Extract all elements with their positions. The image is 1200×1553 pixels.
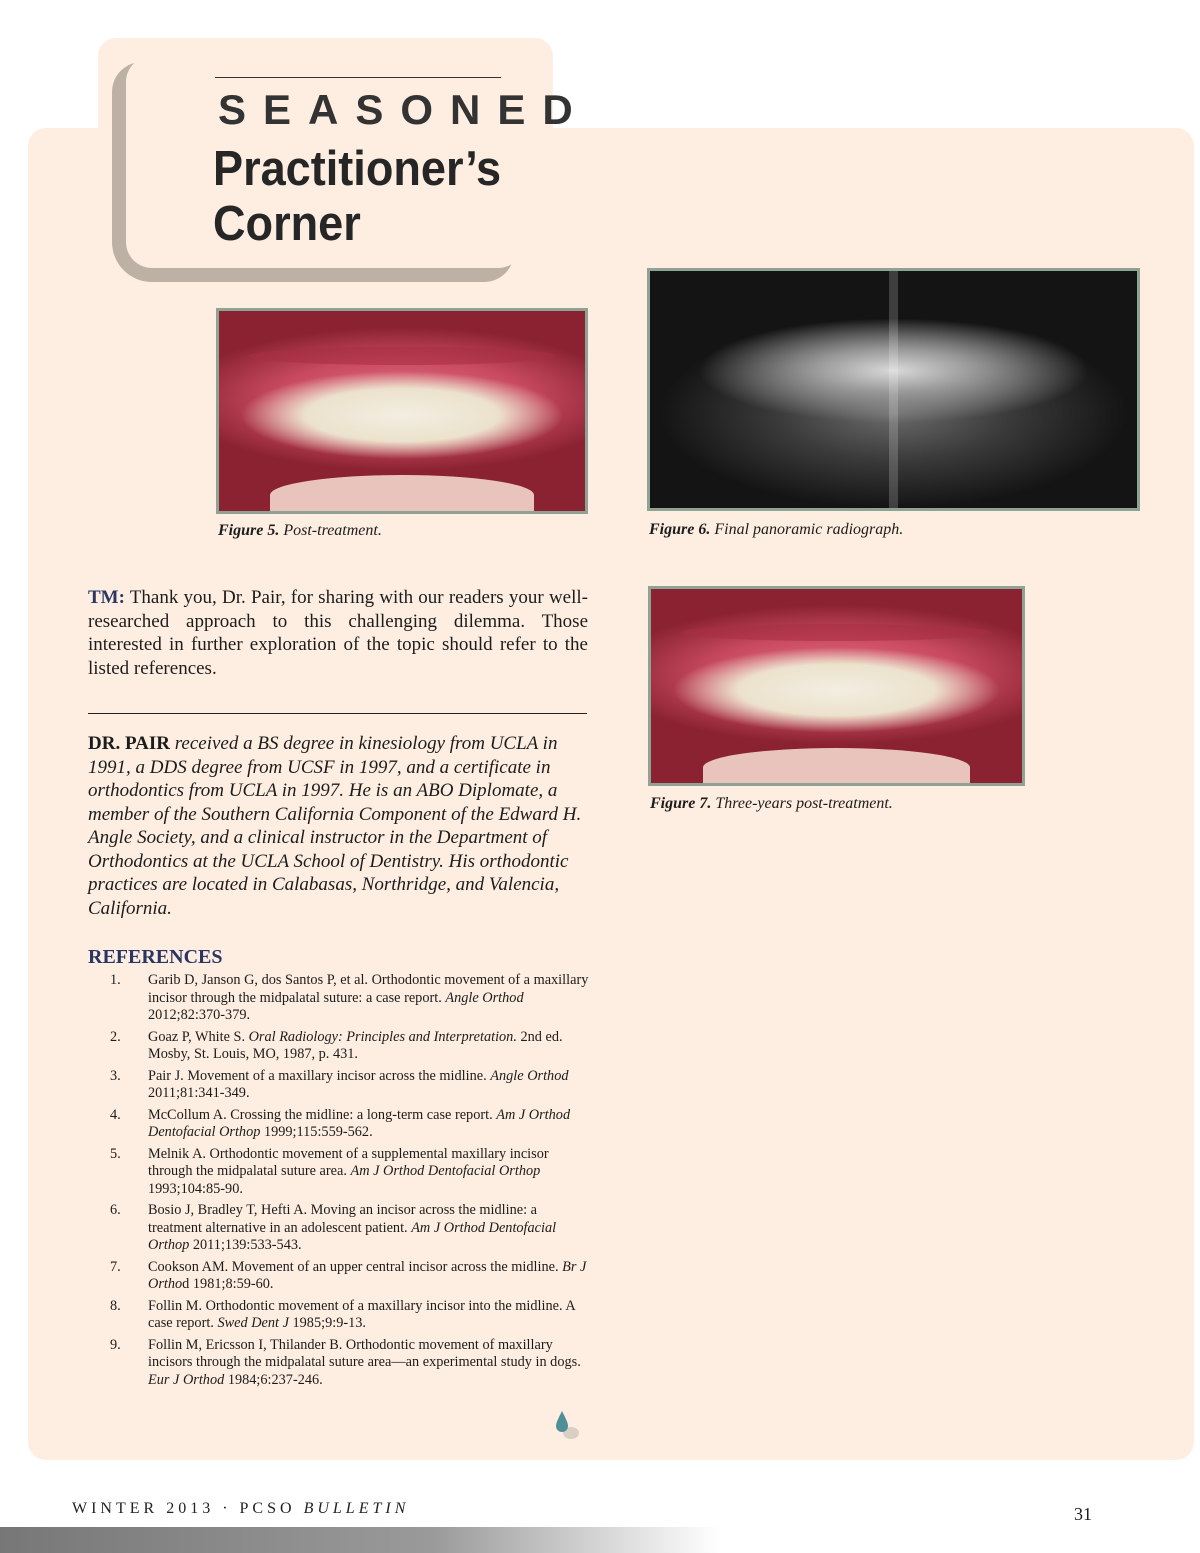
reference-text: McCollum A. Crossing the midline: a long-term case report. — [148, 1106, 497, 1123]
reference-number: 6. — [110, 1202, 121, 1218]
reference-journal: Am J Orthod Dentofacial Orthop — [148, 1219, 557, 1253]
figure-7-label: Figure 7. — [650, 795, 712, 812]
tm-paragraph — [88, 586, 588, 680]
section-title — [213, 142, 517, 252]
figure-5-photo — [216, 308, 588, 514]
reference-journal: Angle Orthod — [490, 1067, 569, 1084]
reference-number: 8. — [110, 1297, 121, 1314]
reference-item — [110, 1029, 590, 1064]
reference-citation: 2011;139:533-543. — [189, 1237, 302, 1253]
reference-number: 7. — [110, 1258, 121, 1275]
reference-citation: 2012;82:370-379. — [148, 1007, 251, 1023]
tm-text: Thank you, Dr. Pair, for sharing with our readers your well-researched approach to this challenging dilemma. Those interested in further exploration of the topic should refer to the listed references. — [88, 587, 588, 679]
author-name: DR. PAIR — [88, 733, 170, 754]
header-rule — [215, 77, 501, 78]
reference-number: 3. — [110, 1067, 121, 1084]
reference-item — [110, 1202, 590, 1255]
reference-item — [110, 1107, 590, 1142]
reference-citation: 1999;115:559-562. — [260, 1124, 373, 1140]
reference-citation: 1993;104:85-90. — [148, 1180, 243, 1197]
reference-text: Garib D, Janson G, dos Santos P, et al. Orthodontic movement of a maxillary incisor through the midpalatal suture: a case report. — [148, 972, 589, 1006]
reference-number: 2. — [110, 1028, 121, 1045]
reference-text: Melnik A. Orthodontic movement of a supplemental maxillary incisor through the midpalatal suture area. — [148, 1145, 549, 1179]
reference-journal: Oral Radiology: Principles and Interpretation. — [248, 1028, 517, 1045]
figure-6-text: Final panoramic radiograph. — [710, 521, 904, 538]
reference-text: Follin M, Ericsson I, Thilander B. Orthodontic movement of maxillary incisors through the midpalatal suture area—an experimental study in dogs. — [148, 1336, 581, 1370]
figure-5-label: Figure 5. — [218, 522, 280, 539]
section-kicker: SEASONED — [218, 86, 590, 133]
reference-number: 1. — [110, 972, 121, 988]
reference-journal: Am J Orthod Dentofacial Orthop — [148, 1106, 571, 1140]
reference-item — [110, 972, 590, 1025]
section-title-line1: Practitioner’s — [213, 142, 502, 196]
figure-7-caption — [650, 795, 893, 813]
reference-number: 9. — [110, 1336, 121, 1353]
page-number: 31 — [1074, 1504, 1092, 1524]
reference-text: Bosio J, Bradley T, Hefti A. Moving an incisor across the midline: a treatment alternative in an adolescent patient. — [148, 1202, 538, 1236]
footer-publication: BULLETIN — [303, 1500, 410, 1517]
figure-6-caption — [649, 521, 903, 539]
reference-number: 5. — [110, 1145, 121, 1162]
reference-journal: Eur J Orthod — [148, 1371, 225, 1388]
figure-7-text: Three-years post-treatment. — [711, 795, 893, 812]
author-bio — [88, 732, 588, 920]
section-title-line2: Corner — [213, 197, 361, 251]
author-bio-text: received a BS degree in kinesiology from UCLA in 1991, a DDS degree from UCSF in 1997, and a certificate in orthodontics from UCLA in 1997. He is an ABO Diplomate, a member of the Southern California Component of the Edward H. Angle Society, and a clinical instructor in the Department of Orthodontics at the UCLA School of Dentistry. His orthodontic practices are located in Calabasas, Northridge, and Valencia, California. — [88, 733, 582, 919]
reference-citation: d 1981;8:59-60. — [182, 1276, 274, 1292]
figure-6-label: Figure 6. — [649, 521, 711, 538]
references-list — [110, 972, 590, 1393]
reference-number: 4. — [110, 1106, 121, 1123]
reference-item — [110, 1146, 590, 1199]
drop-icon — [553, 1407, 581, 1441]
bio-divider — [88, 713, 587, 714]
footer-season: WINTER 2013 · PCSO — [72, 1500, 304, 1517]
figure-5-caption — [218, 522, 382, 540]
reference-text: Goaz P, White S. — [148, 1028, 249, 1045]
reference-citation: 1985;9:9-13. — [288, 1315, 366, 1331]
figure-6-radiograph — [647, 268, 1140, 511]
footer-gradient-bar — [0, 1527, 720, 1553]
reference-citation: 2nd ed. Mosby, St. Louis, MO, 1987, p. 431. — [148, 1028, 563, 1062]
reference-journal: Am J Orthod Dentofacial Orthop — [350, 1163, 541, 1179]
reference-text: Pair J. Movement of a maxillary incisor across the midline. — [148, 1067, 491, 1084]
reference-citation: 1984;6:237-246. — [224, 1371, 323, 1388]
tm-lead: TM: — [88, 587, 125, 608]
footer-issue — [72, 1500, 409, 1518]
reference-text: Follin M. Orthodontic movement of a maxillary incisor into the midline. A case report. — [148, 1297, 575, 1331]
reference-journal: Swed Dent J — [217, 1315, 289, 1331]
references-heading: REFERENCES — [88, 946, 223, 968]
reference-item — [110, 1337, 590, 1390]
reference-journal: Angle Orthod — [445, 989, 524, 1006]
reference-item — [110, 1298, 590, 1333]
reference-citation: 2011;81:341-349. — [148, 1085, 250, 1101]
reference-item — [110, 1068, 590, 1103]
reference-journal: Br J Ortho — [148, 1258, 587, 1292]
reference-text: Cookson AM. Movement of an upper central incisor across the midline. — [148, 1258, 563, 1275]
figure-5-text: Post-treatment. — [279, 522, 382, 539]
reference-item — [110, 1259, 590, 1294]
figure-7-photo — [648, 586, 1025, 786]
